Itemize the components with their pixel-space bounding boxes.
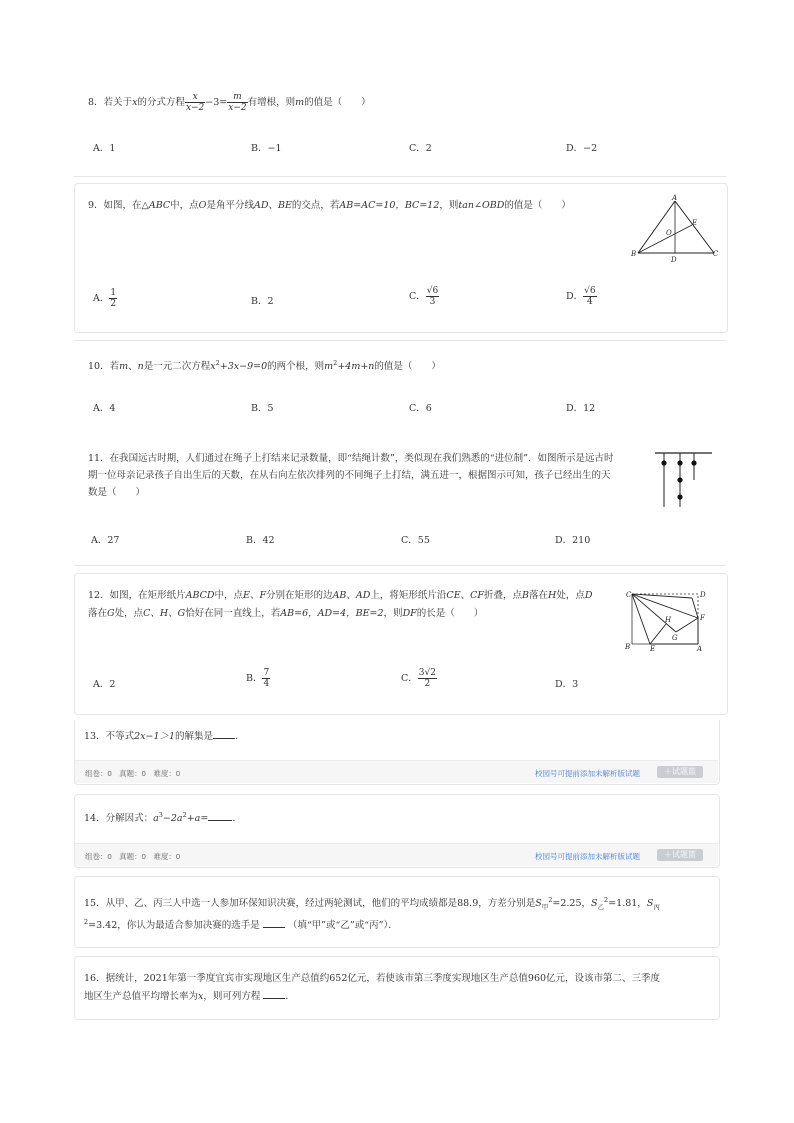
q10-m: m (119, 361, 129, 372)
q12-opt-c-den: 2 (424, 679, 431, 689)
q9-opt-c-fraction (426, 286, 439, 307)
q11-line-1: 11．在我国远古时期，人们通过在绳子上打结来记录数量，即“结绳计数”，类似现在我们熟悉的“进位制”．如图所示是远古时 (88, 453, 614, 464)
q12-rectangle-figure (620, 588, 716, 652)
q8-option-b[interactable]: B．−1 (251, 143, 282, 154)
q12-opt-c-label: C． (401, 673, 418, 684)
q9-opt-c-label: C． (409, 291, 426, 302)
q8-option-a[interactable]: A．1 (93, 143, 116, 154)
q9-label-d: D (671, 256, 677, 264)
q9-o: O (198, 200, 207, 211)
q12-label-e: E (650, 645, 656, 652)
q10-eq-b: +3x−9=0 (219, 361, 268, 372)
question-8 (88, 92, 371, 113)
q8-frac1-den: x−2 (185, 103, 205, 113)
q11-option-d[interactable]: D．210 (555, 535, 591, 546)
q12-t10: 恰好在同一直线上，若 (185, 608, 281, 619)
q8-text-b: 的分式方程 (137, 97, 185, 108)
q14-answer-blank[interactable] (208, 811, 232, 821)
q13-text-c: ． (235, 731, 245, 742)
q12-option-b[interactable] (246, 668, 270, 689)
divider (74, 176, 726, 177)
q12-ce: CE (446, 590, 461, 601)
q14-mid: −2a (162, 813, 183, 824)
q15-v-yi: =1.81， (608, 898, 647, 909)
q9-option-d[interactable] (566, 286, 597, 307)
q16-text-a: 地区生产总值平均增长率为 (84, 991, 199, 1002)
q15-sq-3: 2 (84, 917, 89, 926)
q16-text-b: ，则可列方程 (203, 991, 261, 1002)
q12-label-d: D (700, 591, 706, 599)
q13-answer-blank[interactable] (213, 729, 235, 739)
q9-sep: 、 (268, 200, 278, 211)
q9-equation: AB=AC=10，BC=12 (339, 200, 440, 211)
q14-tail: +a= (186, 813, 209, 824)
q10-sep: 、 (128, 361, 138, 372)
q12-opt-b-den: 4 (263, 679, 270, 689)
q9-option-a[interactable] (93, 288, 117, 309)
q10-expr-sup: 2 (333, 358, 338, 367)
q10-text-c: 的两个根，则 (267, 361, 325, 372)
q12-t3: 分别在矩形的边 (266, 590, 333, 601)
q16-x: x (198, 991, 204, 1002)
q9-triangle-figure (628, 192, 724, 264)
q12-df: DF (402, 608, 417, 619)
q12-opt-b-fraction (262, 668, 270, 689)
q13-stats: 组卷：0 真题：0 难度：0 (85, 769, 181, 778)
q9-opt-c-num: √6 (426, 286, 439, 296)
q9-text-b: 中，点 (170, 200, 199, 211)
q10-n: n (137, 361, 144, 372)
q11-option-c[interactable]: C．55 (401, 535, 430, 546)
q8-frac2-num: m (227, 92, 247, 103)
question-14 (84, 811, 242, 827)
q12-sep: 、 (346, 590, 356, 601)
q12-t11: ，则 (383, 608, 403, 619)
question-13 (84, 729, 245, 745)
question-15 (84, 893, 660, 937)
q14-stats: 组卷：0 真题：0 难度：0 (85, 852, 181, 861)
divider (74, 340, 726, 341)
q8-option-d[interactable]: D．−2 (566, 143, 598, 154)
q11-line-3: 数是（ ） (88, 487, 146, 498)
q8-mid: −3= (205, 97, 228, 108)
q12-label-g: G (672, 634, 678, 642)
divider (74, 565, 726, 566)
q12-t1: 12．如图，在矩形纸片 (88, 590, 186, 601)
q12-sep2: 、 (460, 590, 471, 601)
q14-footer (75, 843, 718, 866)
q10-option-c[interactable]: C．6 (409, 403, 432, 414)
q12-option-a[interactable]: A．2 (93, 679, 116, 690)
q16-text-c: ． (285, 991, 295, 1002)
q9-opt-d-fraction (583, 286, 596, 307)
q8-option-c[interactable]: C．2 (409, 143, 432, 154)
q15-s-yi: S (591, 898, 598, 909)
q12-label-b: B (625, 643, 631, 651)
q9-text-d: 的交点，若 (291, 200, 340, 211)
q12-cf: CF (470, 590, 485, 601)
q12-t8: 落在 (88, 608, 108, 619)
q10-eq-sup: 2 (215, 358, 220, 367)
q9-opt-a-label: A． (93, 293, 110, 304)
q10-option-d[interactable]: D．12 (566, 403, 596, 414)
q11-option-b[interactable]: B．42 (246, 535, 275, 546)
q9-opt-a-den: 2 (110, 299, 117, 309)
q9-label-b: B (631, 250, 637, 258)
q8-var-x: x (132, 97, 138, 108)
q10-expr-a: m (324, 361, 334, 372)
q15-line-2 (84, 915, 660, 937)
q10-eq-a: x (210, 361, 216, 372)
q12-option-d[interactable]: D．3 (555, 679, 579, 690)
q10-text-a: 10．若 (88, 361, 120, 372)
q13-school-link[interactable]: 校园号可提前添加未解析版试题 (535, 769, 640, 778)
q9-label-c: C (713, 250, 719, 258)
q12-opt-b-label: B． (246, 673, 263, 684)
q14-s1: 3 (158, 810, 163, 819)
q15-v-jia: =2.25， (552, 898, 592, 909)
q9-text-f: 的值是（ ） (504, 200, 571, 211)
q12-ab: AB (332, 590, 347, 601)
q10-option-b[interactable]: B．5 (251, 403, 274, 414)
q9-ad: AD (253, 200, 269, 211)
q12-t7: 处，点 (556, 590, 585, 601)
q12-line-2 (88, 605, 592, 623)
question-10 (88, 359, 441, 375)
q10-option-a[interactable]: A．4 (93, 403, 116, 414)
q9-option-c[interactable] (409, 286, 439, 307)
q11-option-a[interactable]: A．27 (91, 535, 120, 546)
q15-s-jia: S (535, 898, 542, 909)
q13-footer (75, 760, 718, 783)
q13-expr: 2x−1＞1 (134, 731, 176, 742)
q9-label-e: E (692, 219, 698, 227)
q12-label-f: F (700, 614, 705, 622)
question-12 (88, 587, 592, 623)
q9-option-b[interactable]: B．2 (251, 296, 274, 307)
q12-chg: C、H、G (143, 608, 186, 619)
q16-answer-blank[interactable] (263, 989, 285, 999)
q12-t4: 上，将矩形纸片沿 (370, 590, 447, 601)
q15-text-1: 15．从甲、乙、丙三人中选一人参加环保知识决赛，经过两轮测试，他们的平均成绩都是88.9，方差分别是 (84, 898, 536, 909)
q10-text-b: 是一元二次方程 (143, 361, 211, 372)
q12-eqs: AB=6，AD=4，BE=2 (280, 608, 384, 619)
q8-text-a: 若关于 (103, 97, 133, 108)
q13-text-b: 的解集是 (175, 731, 214, 742)
q12-opt-b-num: 7 (263, 668, 270, 678)
q8-fraction-1 (185, 92, 205, 113)
q12-t9: 处，点 (114, 608, 144, 619)
q15-sq-2: 2 (604, 895, 609, 904)
q8-text-d: 的值是（ ） (304, 97, 371, 108)
q12-t6: 落在 (529, 590, 549, 601)
q16-line-1: 16．据统计，2021年第一季度宜宾市实现地区生产总值约652亿元，若使该市第三季度实现地区生产总值960亿元，设该市第二、三季度 (84, 973, 661, 984)
q15-sq-1: 2 (548, 895, 553, 904)
q12-b: B (522, 590, 530, 601)
q10-expr-b: +4m+n (337, 361, 375, 372)
q15-text-2: =3.42，你认为最适合参加决赛的选手是 (88, 920, 260, 931)
q9-opt-c-den: 3 (429, 297, 436, 307)
q8-frac1-num: x (185, 92, 205, 103)
q12-ad: AD (355, 590, 371, 601)
q12-h: H (548, 590, 557, 601)
q9-tan: tan∠OBD (458, 200, 505, 211)
q9-opt-d-label: D． (566, 291, 584, 302)
q12-t5: 折叠，点 (484, 590, 523, 601)
q12-ef: E、F (243, 590, 267, 601)
q12-g: G (107, 608, 115, 619)
q15-s-bing: S (646, 898, 654, 909)
q8-frac2-den: x−2 (228, 103, 247, 113)
q10-text-d: 的值是（ ） (374, 361, 441, 372)
q16-line-2 (84, 988, 660, 1006)
q11-knot-rope-figure (654, 450, 714, 510)
q14-school-link[interactable]: 校园号可提前添加未解析版试题 (535, 852, 640, 861)
q12-label-c: C (626, 591, 632, 599)
q15-sub-bing: 丙 (653, 902, 660, 911)
q9-opt-a-fraction (109, 288, 117, 309)
q14-a1: a (153, 813, 159, 824)
question-11 (88, 450, 660, 501)
q15-line-1 (84, 893, 660, 915)
q12-abcd: ABCD (185, 590, 215, 601)
q12-label-h: H (665, 616, 672, 624)
q9-text-c: 是角平分线 (206, 200, 254, 211)
q8-fraction-2 (227, 92, 247, 113)
q9-be: BE (277, 200, 292, 211)
q9-opt-a-num: 1 (110, 288, 117, 298)
q15-answer-blank[interactable] (263, 918, 285, 928)
q12-option-c[interactable] (401, 668, 437, 689)
q14-add-basket-button[interactable]: ＋试题篮 (657, 849, 703, 861)
q8-var-m: m (295, 97, 305, 108)
q15-sub-jia: 甲 (541, 902, 549, 911)
q15-sub-yi: 乙 (597, 902, 605, 911)
q12-line-1 (88, 587, 592, 605)
q12-opt-c-num: 3√2 (418, 668, 436, 678)
q15-text-3: （填“甲”或“乙”或“丙”）． (287, 920, 398, 931)
q8-number: 8． (88, 97, 104, 108)
question-16 (84, 970, 660, 1006)
q12-d: D (584, 590, 593, 601)
q9-text-e: ，则 (439, 200, 459, 211)
q12-t2: 中，点 (214, 590, 244, 601)
q9-label-o: O (666, 229, 672, 237)
q13-text-a: 13．不等式 (84, 731, 135, 742)
q11-line-2: 期一位母亲记录孩子自出生后的天数，在从右向左依次排列的不同绳子上打结，满五进一，根据图示可知，孩子已经出生的天 (88, 470, 611, 481)
q14-s2: 2 (182, 810, 187, 819)
q12-label-a: A (697, 645, 703, 652)
q9-label-a: A (672, 194, 678, 202)
q9-opt-d-den: 4 (586, 297, 593, 307)
q12-t12: 的长是（ ） (416, 608, 484, 619)
q13-add-basket-button[interactable]: ＋试题篮 (657, 766, 703, 778)
q9-text-a: 9．如图，在△ (88, 200, 149, 211)
q14-text-c: ． (232, 813, 242, 824)
question-9 (88, 198, 571, 214)
q12-opt-c-fraction (418, 668, 437, 689)
q9-opt-d-num: √6 (584, 286, 596, 296)
q14-text-a: 14．分解因式： (84, 813, 154, 824)
q9-abc: ABC (148, 200, 171, 211)
q8-text-c: 有增根，则 (247, 97, 296, 108)
